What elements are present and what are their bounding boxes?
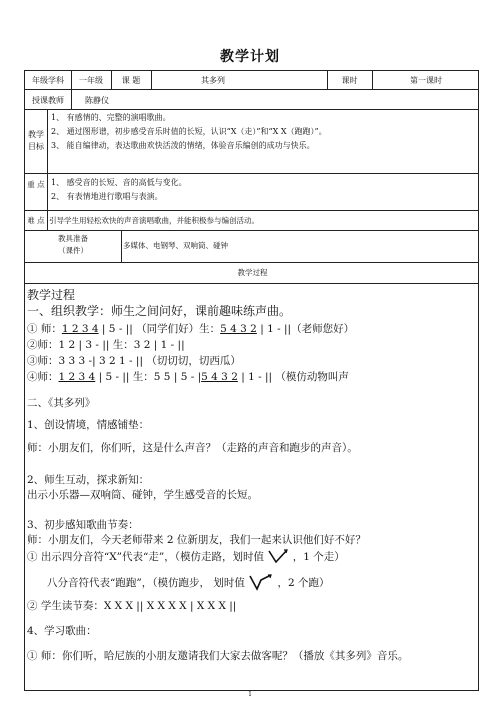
period-value: 第一课时 — [410, 76, 442, 85]
section-1: 一、组织教学：师生之间问好，课前趣味练声曲。 — [27, 304, 292, 318]
teacher-name: 陈静仪 — [85, 96, 109, 105]
prep-label-2: （课件） — [58, 246, 88, 255]
page-number: 1 — [248, 691, 252, 698]
step-2: 2、师生互动，探求新知： — [27, 474, 150, 486]
prep-label-1: 教具准备 — [58, 234, 88, 243]
goals-label: 教学目标 — [28, 130, 44, 151]
step-4: 4、学习歌曲： — [27, 625, 97, 637]
step-1-text: 师：小朋友们，你们听，这是什么声音？（走路的声音和跑步的声音）。 — [27, 442, 358, 454]
step-2-text: 出示小乐器—双响筒、碰钟，学生感受音的长短。 — [27, 489, 258, 501]
keypoint-item-2: 2、 有表情地进行歌唱与表演。 — [51, 192, 163, 201]
grade-label: 年级学科 — [32, 76, 64, 85]
process-heading: 教学过程 — [27, 288, 76, 302]
teacher-label: 授课教师 — [32, 96, 64, 105]
process-body — [27, 285, 478, 690]
step-4-text: ① 师：你们听，哈尼族的小朋友邀请我们大家去做客呢？（播放《其多列》音乐。 — [27, 650, 409, 662]
run-duration-icon — [248, 574, 274, 592]
page-title: 教学计划 — [220, 49, 280, 65]
step-3: 3、初步感知歌曲节奏： — [27, 519, 139, 531]
process-header: 教学过程 — [237, 268, 268, 277]
topic-label: 课 题 — [121, 76, 141, 85]
exercise-line-1: ① 师：1 2 3 4 | 5 - || （同学们好）生：5 4 3 2 | 1 - ||（老师您好） — [27, 323, 355, 335]
exercise-line-2: ②师：1 2 | 3 - || 生：3 2 | 1 - || — [27, 339, 185, 351]
step-3-eighth-note: 八分音符代表“跑跑”，（模仿跑步， 划时值 ，2 个跑） — [47, 574, 330, 592]
goal-item-1: 1、 有感情的、完整的演唱歌曲。 — [51, 113, 171, 122]
goal-item-2: 2、 通过图形谱，初步感受音乐时值的长短，认识“X（走）”和“X X（跑跑）”。 — [51, 127, 327, 136]
keypoints-label: 重 点 — [27, 180, 45, 189]
goal-item-3: 3、 能自编律动，表达歌曲欢快活泼的情绪，体验音乐编创的成功与快乐。 — [51, 141, 315, 150]
grade-value: 一年级 — [79, 76, 103, 85]
keypoint-item-1: 1、 感受音的长短、音的高低与变化。 — [51, 178, 187, 187]
exercise-line-4: ④师：1 2 3 4 | 5 - || 生：5 5 | 5 - |5 4 3 2 | 1 - || （模仿动物叫声 — [27, 371, 349, 383]
step-3-quarter-note: ① 出示四分音符“X”代表“走”，（模仿走路，划时值 ，1 个走） — [27, 551, 345, 563]
step-3-rhythm: ② 学生读节奏：X X X || X X X X | X X X || — [27, 600, 237, 612]
step-1: 1、创设情境，情感铺垫： — [27, 419, 150, 431]
lesson-plan-table — [24, 70, 479, 691]
prep-text: 多媒体、电钢琴、双响筒、碰钟 — [123, 241, 228, 250]
topic-value: 其多列 — [201, 76, 225, 85]
difficulty-label: 难 点 — [27, 216, 45, 225]
period-label: 课时 — [341, 76, 358, 85]
exercise-line-3: ③师：3 3 3 -| 3 2 1 - || （切切切，切西瓜） — [27, 355, 241, 367]
step-3-text: 师：小朋友们，今天老师带来 2 位新朋友，我们一起来认识他们好不好？ — [27, 534, 366, 546]
walk-duration-icon — [267, 549, 289, 565]
section-2: 二、《其多列》 — [27, 397, 96, 409]
difficulty-text: 引导学生用轻松欢快的声音演唱歌曲，并能积极参与编创活动。 — [49, 216, 259, 225]
